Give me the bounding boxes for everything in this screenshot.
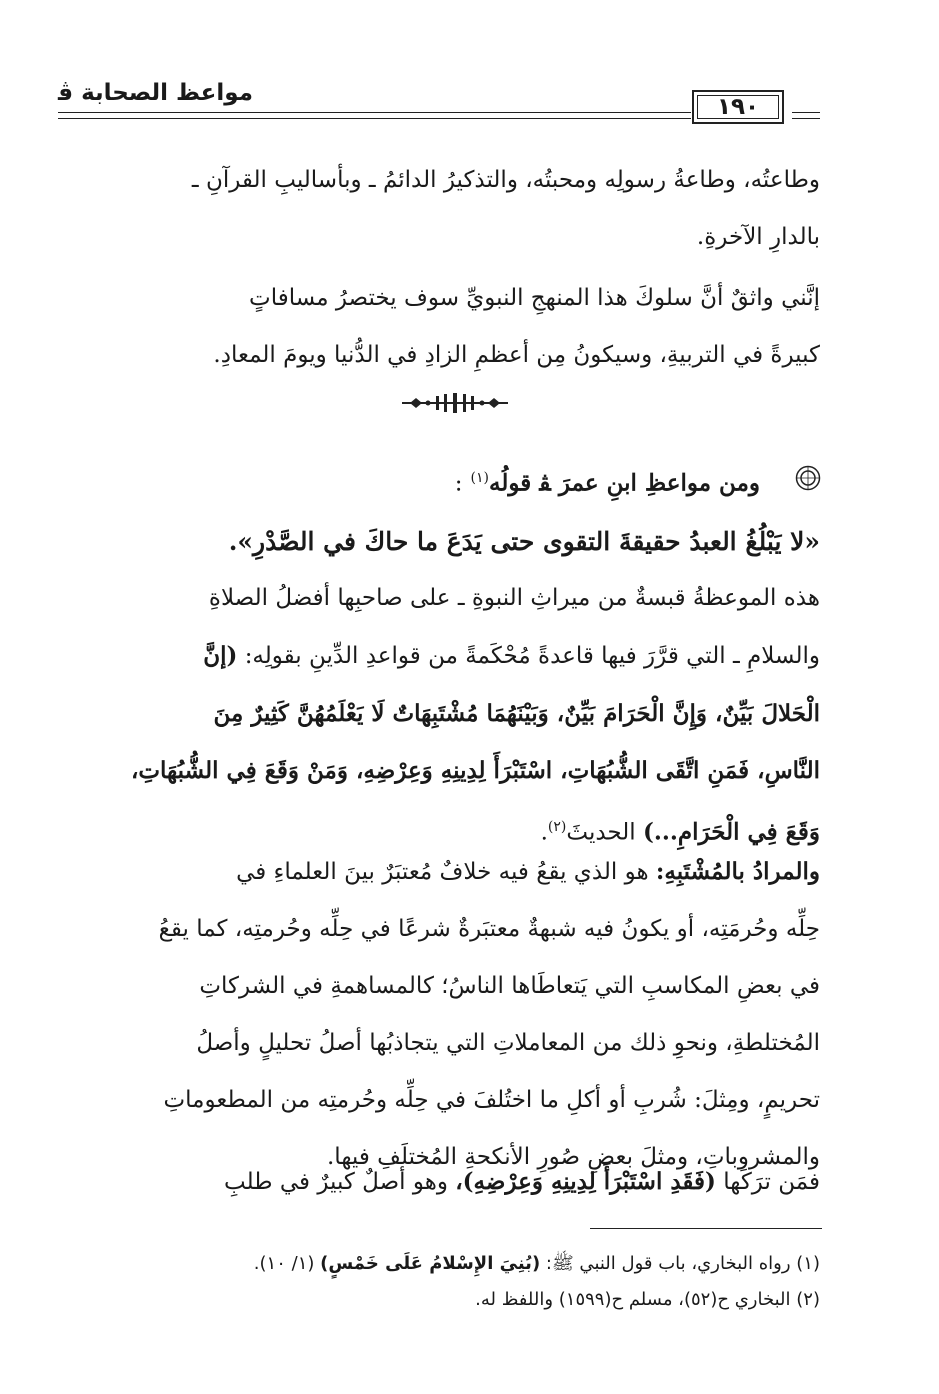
lead-text: ومن مواعظِ ابنِ عمرَ ﭭ قولُه [489, 469, 760, 497]
text-line: هذه الموعظةُ قبسةٌ من ميراثِ النبوةِ ـ على صاحبِها أفضلُ الصلاةِ [208, 585, 820, 611]
footnote [120, 1286, 820, 1314]
running-header-title: مواعظ الصحابة ﭬ [58, 80, 253, 106]
text-line [80, 627, 820, 685]
header-rule [58, 118, 691, 119]
text-line: المُختلطةِ، ونحوِ ذلك من المعاملاتِ التي يتجاذبُها أصلُ تحليلٍ وأصلُ [196, 1030, 820, 1056]
text-line [80, 843, 820, 901]
text-line: والمشروباتِ، ومثلَ بعضِ صُورِ الأنكحةِ المُختلَفِ فيها. [327, 1144, 820, 1170]
hadith-text: (إنَّ [203, 642, 238, 669]
text-span: والسلامِ ـ التي قرَّرَ فيها قاعدةً مُحْكَمةً من قواعدِ الدِّينِ بقولِه: [244, 643, 820, 669]
hadith-text-line: النَّاسِ، فَمَنِ اتَّقَى الشُّبُهَاتِ، اسْتَبْرَأَ لِدِينِهِ وَعِرْضِهِ، وَمَنْ وَقَعَ فِي الشُّبُهَاتِ، [130, 757, 820, 784]
footnote-rule [590, 1228, 822, 1229]
page-number: ١٩٠ [716, 94, 760, 120]
quoted-saying: «لا يَبْلُغُ العبدُ حقيقةَ التقوى حتى يَدَعَ ما حاكَ في الصَّدْرِ». [228, 527, 820, 556]
header-rule-short [792, 112, 820, 113]
paragraph [80, 152, 820, 266]
text-span: الحديثَ [566, 819, 636, 846]
header-rule-short [792, 118, 820, 119]
text-span: فمَن ترَكَها [723, 1169, 820, 1195]
text-span: . [540, 819, 548, 846]
section-lead [360, 457, 760, 505]
header-rule [58, 112, 691, 113]
ornament-separator-icon [400, 393, 510, 413]
text-line: بالدارِ الآخرةِ. [696, 224, 820, 250]
text-line [80, 1153, 820, 1211]
paragraph [80, 270, 820, 384]
footnote-ref: (٢) [547, 819, 567, 835]
footnote-ref-text: (١/ ١٠). [253, 1253, 315, 1274]
star-bullet-icon [795, 465, 821, 491]
text-line: كبيرةً في التربيةِ، وسيكونُ مِن أعظمِ الزادِ في الدُّنيا ويومَ المعادِ. [213, 342, 820, 368]
footnote-text: رواه البخاري، باب قول النبي ﷺ: [545, 1253, 791, 1274]
paragraph [80, 1153, 820, 1211]
hadith-text: وَقَعَ فِي الْحَرَامِ...) [643, 818, 820, 846]
text-line: وطاعتُه، وطاعةُ رسولِه ومحبتُه، والتذكيرُ الدائمُ ـ وبأساليبِ القرآنِ ـ [191, 167, 820, 193]
text-line: في بعضِ المكاسبِ التي يَتعاطَاها الناسُ؛ كالمساهمةِ في الشركاتِ [199, 973, 820, 999]
footnote-number: (١) [796, 1253, 820, 1274]
footnote-text: البخاري ح(٥٢)، مسلم ح(١٥٩٩) واللفظ له. [475, 1289, 791, 1310]
term-heading: والمرادُ بالمُشْتَبِهِ: [655, 858, 820, 885]
text-line: حِلِّه وحُرمَتِه، أو يكونُ فيه شبهةٌ معتبَرةٌ شرعًا في حِلِّه وحُرمتِه، كما يقعُ [158, 916, 820, 942]
text-span: هو الذي يقعُ فيه خلافٌ مُعتبَرٌ بينَ العلماءِ في [236, 859, 649, 885]
lead-colon: : [454, 470, 463, 497]
footnote-quote: (بُنِيَ الإِسْلامُ عَلَى خَمْسٍ) [320, 1253, 541, 1274]
paragraph [80, 843, 820, 1186]
text-line: إنَّني واثقٌ أنَّ سلوكَ هذا المنهجِ النبويِّ سوف يختصرُ مسافاتٍ [249, 285, 820, 311]
footnote-number: (٢) [796, 1289, 820, 1310]
hadith-text-line: الْحَلالَ بَيِّنٌ، وَإِنَّ الْحَرَامَ بَيِّنٌ، وَبَيْنَهُمَا مُشْتَبِهَاتٌ لَا يَعْلَمُهُنَّ كَثِيرٌ مِنَ [213, 700, 820, 727]
text-span: وهو أصلٌ كبيرٌ في طلبِ [224, 1169, 448, 1195]
footnote [120, 1250, 820, 1278]
hadith-text: (فَقَدِ اسْتَبْرَأَ لِدِينِهِ وَعِرْضِهِ)، [455, 1168, 716, 1195]
page-number-frame [692, 90, 784, 124]
paragraph [80, 570, 820, 862]
footnote-ref: (١) [470, 470, 490, 486]
text-line: تحريمٍ، ومِثلَ: شُربِ أو أكلِ ما اختُلفَ في حِلِّه وحُرمتِه من المطعوماتِ [163, 1087, 820, 1113]
